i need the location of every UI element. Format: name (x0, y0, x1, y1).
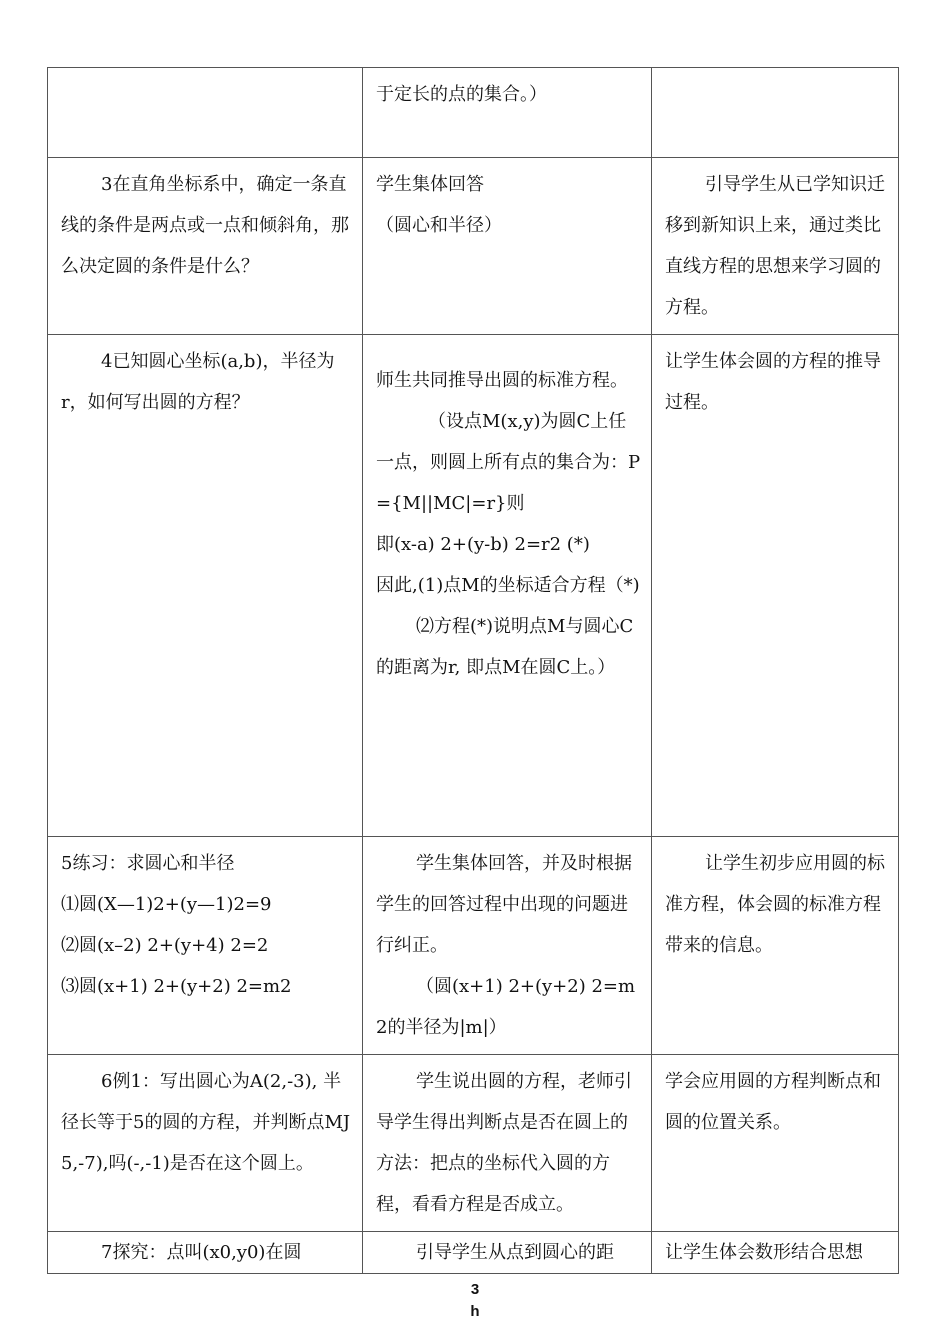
cell (48, 837, 363, 1055)
cell-text: 学生集体回答 (376, 174, 484, 195)
cell (48, 1232, 363, 1274)
table-row (48, 335, 899, 837)
cell-text: 让学生初步应用圆的标准方程，体会圆的标准方程带来的信息。 (665, 853, 885, 956)
cell (48, 68, 363, 158)
cell (48, 1055, 363, 1232)
cell-text: （设点M(x,y)为圆C上任一点，则圆上所有点的集合为：P={M||MC|=r}则 (376, 411, 641, 514)
lesson-plan-table (47, 67, 899, 1274)
cell-text: （圆(x+1) 2+(y+2) 2=m2的半径为|m|） (376, 976, 636, 1038)
cell-text: 师生共同推导出圆的标准方程。 (376, 370, 628, 391)
cell (652, 837, 899, 1055)
cell-text: ⑵方程(*)说明点M与圆心C的距离为r, 即点M在圆C上。） (376, 616, 634, 678)
cell (363, 68, 652, 158)
cell-text: 引导学生从已学知识迁移到新知识上来，通过类比直线方程的思想来学习圆的方程。 (665, 174, 885, 318)
cell (48, 158, 363, 335)
table-row (48, 837, 899, 1055)
cell (652, 1055, 899, 1232)
cell-text: （圆心和半径） (376, 215, 502, 236)
equation: ⑵圆(x–2) 2+(y+4) 2=2 (61, 935, 269, 956)
exploration-7: 7探究：点叫(x0,y0)在圆 (101, 1242, 302, 1263)
cell (363, 158, 652, 335)
question-3: 3在直角坐标系中，确定一条直线的条件是两点或一点和倾斜角，那么决定圆的条件是什么？ (61, 174, 349, 277)
cell (363, 1055, 652, 1232)
cell-text: 学生说出圆的方程，老师引导学生得出判断点是否在圆上的方法：把点的坐标代入圆的方程，看看方程是否成立。 (376, 1071, 632, 1215)
table-row (48, 158, 899, 335)
table-row (48, 1055, 899, 1232)
table-row (48, 68, 899, 158)
cell-text: 学生集体回答，并及时根据学生的回答过程中出现的问题进行纠正。 (376, 853, 632, 956)
cell (363, 335, 652, 837)
equation: ⑶圆(x+1) 2+(y+2) 2=m2 (61, 976, 292, 997)
example-6: 6例1：写出圆心为A(2,-3), 半径长等于5的圆的方程，并判断点MJ5,-7),吗(-,-1)是否在这个圆上。 (61, 1071, 351, 1174)
question-4: 4已知圆心坐标(a,b)，半径为r，如何写出圆的方程？ (61, 351, 335, 413)
cell (652, 158, 899, 335)
cell-text: 让学生体会圆的方程的推导过程。 (665, 351, 881, 413)
footer-mark: h (470, 1303, 480, 1320)
cell (652, 68, 899, 158)
cell (363, 1232, 652, 1274)
cell-text: 让学生体会数形结合思想 (665, 1242, 863, 1263)
cell (652, 1232, 899, 1274)
equation: 即(x-a) 2+(y-b) 2=r2 (*) (376, 534, 590, 555)
exercise-5-title: 5练习：求圆心和半径 (61, 853, 235, 874)
cell (363, 837, 652, 1055)
cell (652, 335, 899, 837)
table-row (48, 1232, 899, 1274)
equation: ⑴圆(X—1)2+(y—1)2=9 (61, 894, 272, 915)
page-number: 3 (470, 1281, 480, 1298)
cell (48, 335, 363, 837)
cell-text: 于定长的点的集合。） (376, 84, 547, 105)
cell-text: 学会应用圆的方程判断点和圆的位置关系。 (665, 1071, 881, 1133)
cell-text: 因此,(1)点M的坐标适合方程（*) (376, 575, 640, 596)
cell-text: 引导学生从点到圆心的距 (416, 1242, 614, 1263)
